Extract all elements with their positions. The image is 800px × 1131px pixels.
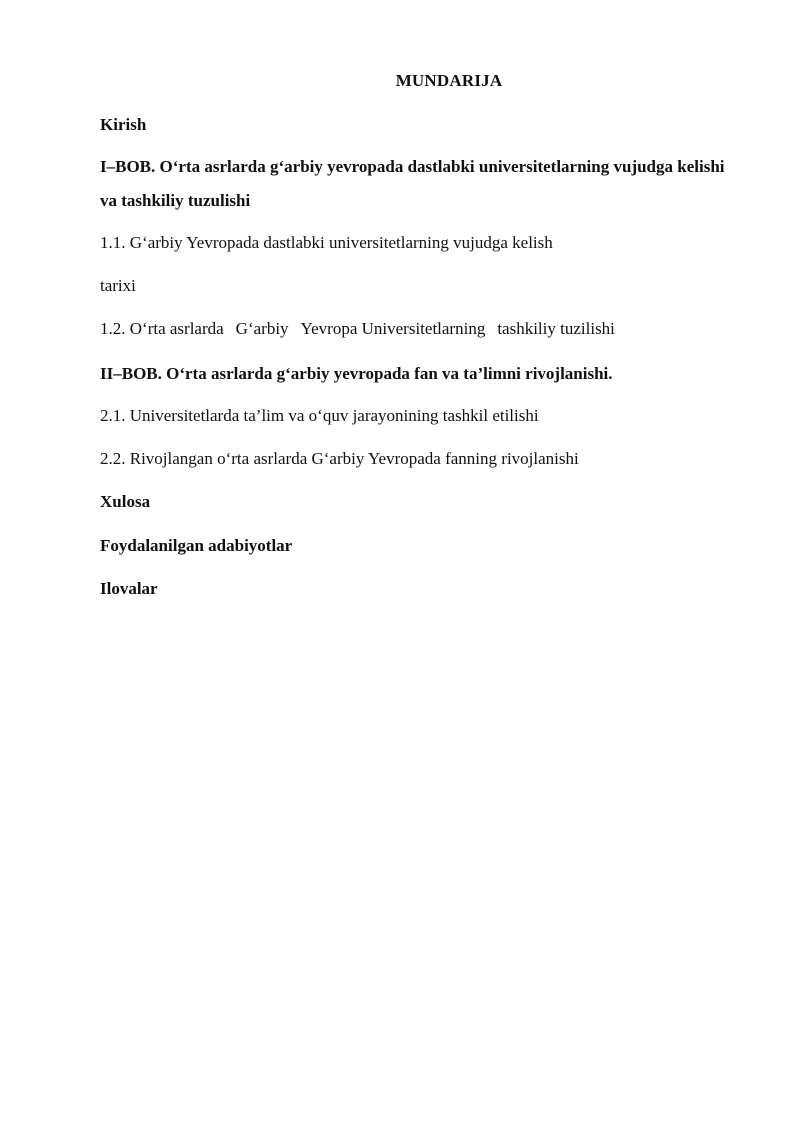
page-title: MUNDARIJA [395,71,503,90]
toc-entry-kirish: Kirish [100,115,147,134]
toc-entry-ilovalar: Ilovalar [100,579,158,598]
toc-entry-section-1-2-part2: G‘arbiy [235,319,289,338]
toc-entry-foydalanilgan-adabiyotlar: Foydalanilgan adabiyotlar [100,536,293,555]
toc-entry-bob2: II–BOB. O‘rta asrlarda g‘arbiy yevropada fan va ta’limni rivojlanishi. [100,364,613,383]
toc-entry-xulosa: Xulosa [100,492,151,511]
toc-entry-section-1-2-part4: tashkiliy tuzilishi [497,319,615,338]
toc-entry-section-1-2 [100,319,615,339]
toc-entry-bob1-line2: va tashkiliy tuzulishi [100,191,251,210]
toc-entry-section-1-1-line2: tarixi [100,276,136,295]
toc-entry-bob1-line1: I–BOB. O‘rta asrlarda g‘arbiy yevropada dastlabki universitetlarning vujudga kelishi [100,157,725,176]
toc-entry-section-2-2: 2.2. Rivojlangan o‘rta asrlarda G‘arbiy Yevropada fanning rivojlanishi [100,449,579,468]
toc-entry-section-1-2-part1: 1.2. O‘rta asrlarda [100,319,224,338]
toc-entry-section-1-2-part3: Yevropa Universitetlarning [300,319,486,338]
toc-entry-section-2-1: 2.1. Universitetlarda ta’lim va o‘quv jarayonining tashkil etilishi [100,406,539,425]
toc-entry-section-1-1-line1: 1.1. G‘arbiy Yevropada dastlabki universitetlarning vujudga kelish [100,233,553,252]
